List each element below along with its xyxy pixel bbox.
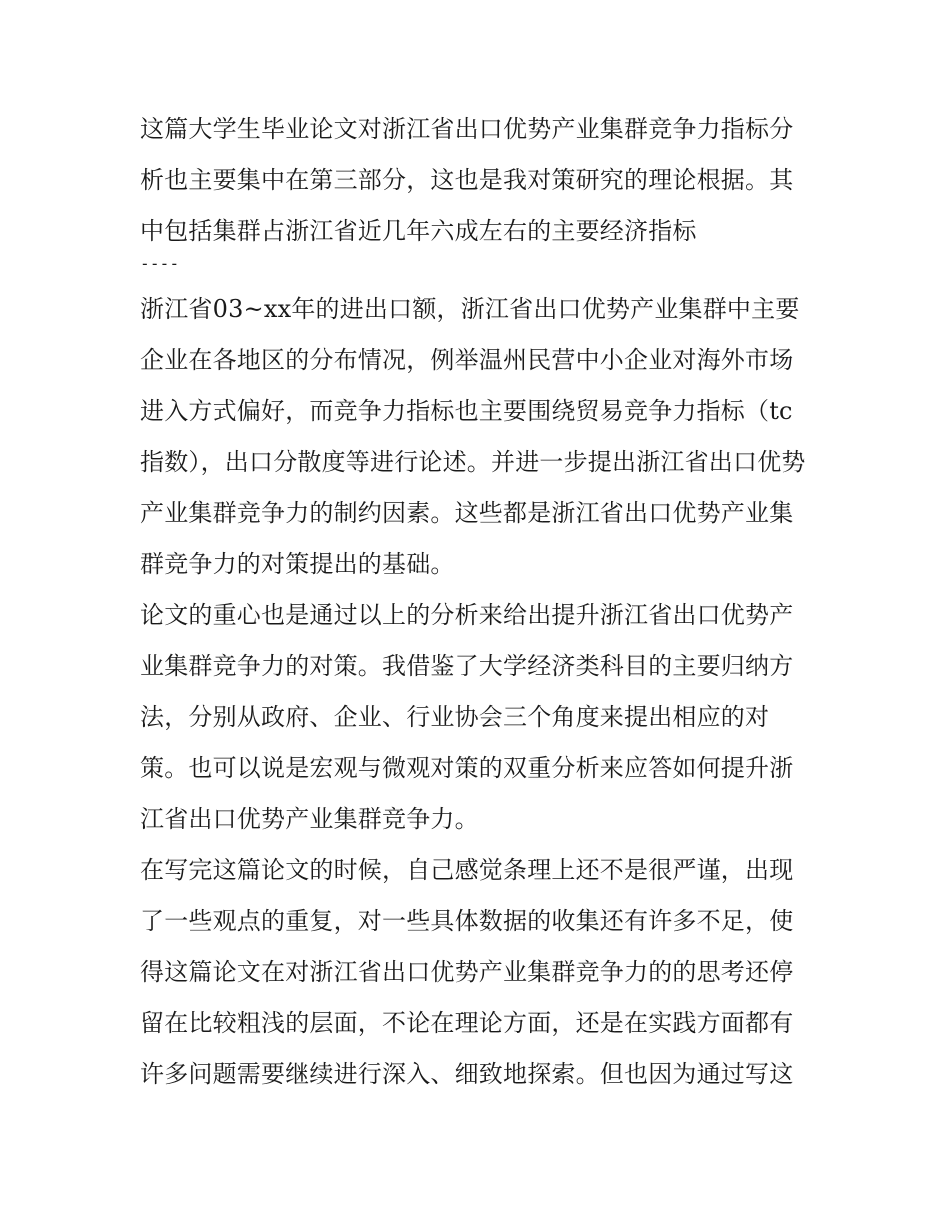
paragraph-3: 论文的重心也是通过以上的分析来给出提升浙江省出口优势产业集群竞争力的对策。我借鉴了大学经济类科目的主要归纳方法，分别从政府、企业、行业协会三个角度来提出相应的对策。也可以说是宏观与微观对策的双重分析来应答如何提升浙江省出口优势产业集群竞争力。 <box>140 601 794 833</box>
paragraph-1: 这篇大学生毕业论文对浙江省出口优势产业集群竞争力指标分析也主要集中在第三部分，这也是我对策研究的理论根据。其中包括集群占浙江省近几年六成左右的主要经济指标 <box>140 115 794 245</box>
separator-line: ---- <box>140 254 180 273</box>
document-body <box>140 104 812 1100</box>
paragraph-4: 在写完这篇论文的时候，自己感觉条理上还不是很严谨，出现了一些观点的重复，对一些具体数据的收集还有许多不足，使得这篇论文在对浙江省出口优势产业集群竞争力的的思考还停留在比较粗浅的层面，不论在理论方面，还是在实践方面都有许多问题需要继续进行深入、细致地探索。但也因为通过写这 <box>140 856 794 1088</box>
paragraph-2: 浙江省03~xx年的进出口额，浙江省出口优势产业集群中主要企业在各地区的分布情况，例举温州民营中小企业对海外市场进入方式偏好，而竞争力指标也主要围绕贸易竞争力指标（tc指数），出口分散度等进行论述。并进一步提出浙江省出口优势产业集群竞争力的制约因素。这些都是浙江省出口优势产业集群竞争力的对策提出的基础。 <box>140 295 806 578</box>
